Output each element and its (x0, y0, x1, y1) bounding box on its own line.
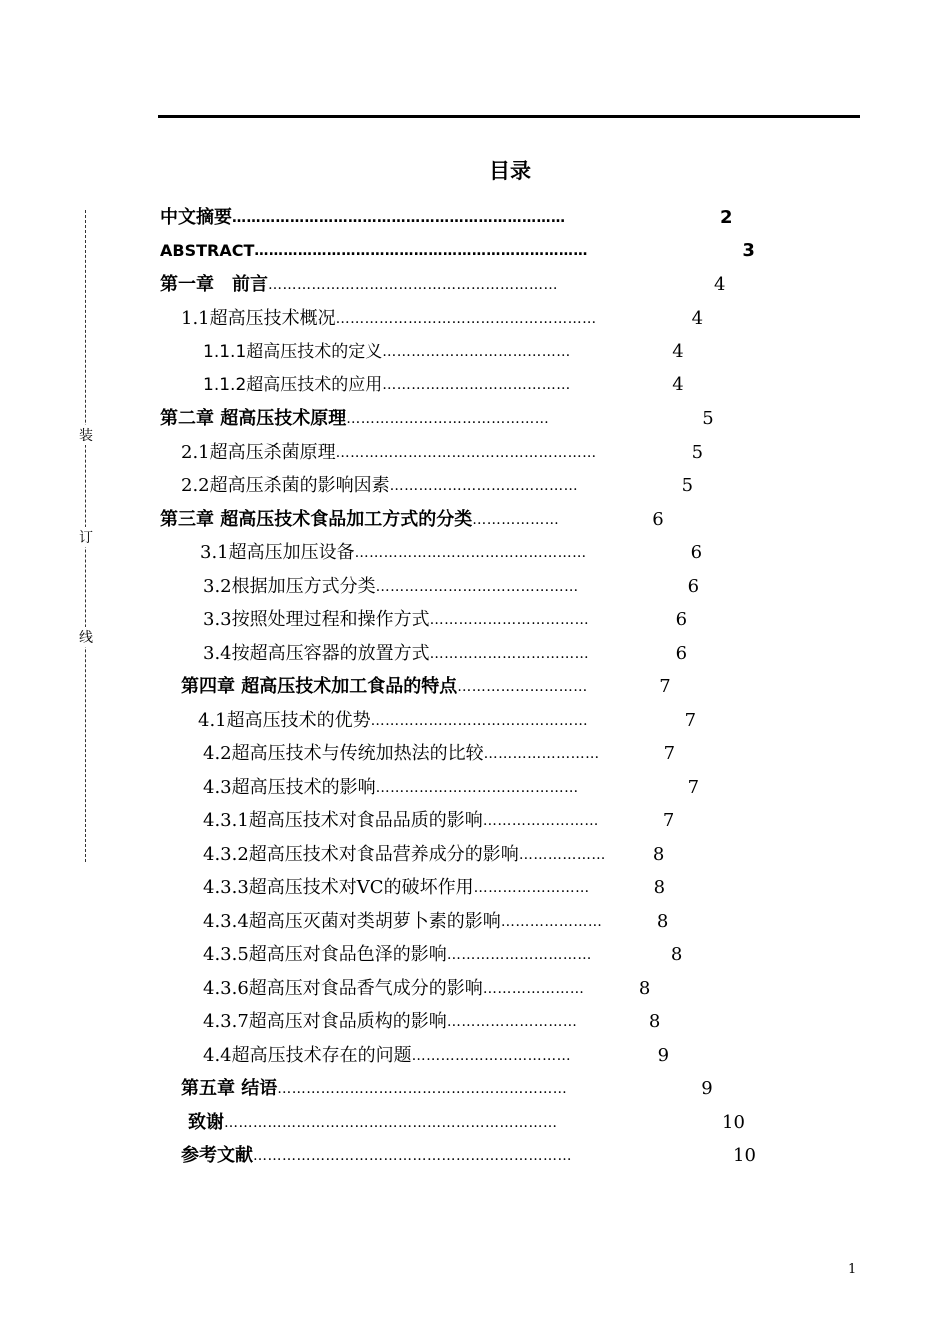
header-rule (158, 115, 860, 118)
toc-entry-label: 4.3.2超高压技术对食品营养成分的影响 (203, 844, 519, 865)
toc-entry-page: 8 (648, 1011, 661, 1032)
toc-entry-label: 4.3超高压技术的影响 (203, 777, 376, 798)
toc-entry[interactable] (160, 236, 755, 266)
toc-entry-page: 6 (690, 542, 703, 563)
toc-entry-page: 8 (670, 944, 683, 965)
toc-entry-label: 第五章 结语 (181, 1078, 278, 1099)
toc-entry[interactable] (203, 739, 675, 769)
toc-entry-page: 6 (675, 643, 688, 664)
toc-entry[interactable] (160, 203, 733, 233)
toc-entry[interactable] (160, 404, 714, 434)
leader-dots: …………………………………………………… (277, 1081, 568, 1097)
toc-entry-label: 4.4超高压技术存在的问题 (203, 1045, 412, 1066)
toc-entry-page: 3 (742, 240, 755, 261)
leader-dots: …………………… (483, 746, 600, 762)
toc-entry-label: 第四章 超高压技术加工食品的特点 (181, 676, 458, 697)
toc-entry[interactable] (160, 270, 725, 300)
toc-entry-page: 9 (701, 1078, 713, 1099)
toc-title: 目录 (489, 159, 531, 183)
toc-entry-page: 2 (720, 207, 733, 228)
toc-entry-label: 2.2超高压杀菌的影响因素 (181, 475, 390, 496)
leader-dots: …………………………… (429, 646, 590, 662)
toc-entry-label: 4.3.7超高压对食品质构的影响 (203, 1011, 447, 1032)
toc-entry-page: 7 (659, 676, 671, 697)
toc-entry[interactable] (181, 1141, 756, 1171)
toc-entry-label: 3.3按照处理过程和操作方式 (203, 609, 430, 630)
toc-entry-label: 4.3.3超高压技术对VC的破坏作用 (203, 877, 474, 898)
toc-entry[interactable] (203, 873, 665, 903)
toc-entry-label: 2.1超高压杀菌原理 (181, 442, 336, 463)
toc-entry-label: 中文摘要 (160, 207, 232, 228)
toc-entry-label: 4.3.1超高压技术对食品品质的影响 (203, 810, 483, 831)
leader-dots: ……………………………………………… (335, 445, 597, 461)
leader-dots: …………………………………………………………… (224, 1115, 558, 1131)
toc-entry-page: 8 (656, 911, 669, 932)
toc-entry[interactable] (203, 806, 674, 836)
leader-dots: ……………………… (446, 1014, 578, 1030)
toc-entry-page: 8 (653, 877, 666, 898)
binding-mark-xian: 线 (78, 627, 94, 647)
toc-entry-page: 5 (691, 442, 704, 463)
toc-entry-label: 1.1.2超高压技术的应用 (203, 375, 383, 395)
toc-entry-page: 4 (714, 274, 726, 295)
toc-entry-page: 5 (702, 408, 714, 429)
toc-entry[interactable] (181, 1074, 713, 1104)
leader-dots: ………………………………… (382, 377, 571, 393)
leader-dots: ………………… (482, 981, 585, 997)
toc-entry-label: 4.3.5超高压对食品色泽的影响 (203, 944, 447, 965)
toc-entry[interactable] (203, 605, 687, 635)
toc-entry[interactable] (181, 304, 703, 334)
toc-entry-label: 第三章 超高压技术食品加工方式的分类 (160, 509, 473, 530)
leader-dots: ………………………… (446, 947, 592, 963)
leader-dots: ………………………………………………………… (253, 1148, 572, 1164)
page-number: 1 (848, 1262, 857, 1277)
toc-entry[interactable] (203, 572, 699, 602)
binding-mark-zhuang: 装 (78, 425, 94, 445)
toc-entry[interactable] (203, 940, 682, 970)
toc-entry-label: 1.1超高压技术概况 (181, 308, 336, 329)
toc-entry[interactable] (203, 639, 687, 669)
toc-entry[interactable] (198, 706, 696, 736)
leader-dots: …………………………… (411, 1048, 572, 1064)
toc-entry[interactable] (181, 438, 703, 468)
toc-entry[interactable] (200, 538, 702, 568)
toc-entry-page: 9 (657, 1045, 670, 1066)
leader-dots: ………………………………………… (354, 545, 587, 561)
toc-entry[interactable] (203, 840, 664, 870)
toc-entry[interactable] (203, 1041, 669, 1071)
toc-entry-label: 4.3.4超高压灭菌对类胡萝卜素的影响 (203, 911, 501, 932)
toc-entry[interactable] (181, 471, 693, 501)
leader-dots: …………………………………………………………… (254, 243, 588, 259)
toc-entry[interactable] (203, 773, 699, 803)
toc-entry[interactable] (160, 505, 664, 535)
leader-dots: ……………… (472, 512, 560, 528)
leader-dots: ……………… (518, 847, 606, 863)
toc-entry-label: 4.1超高压技术的优势 (198, 710, 371, 731)
leader-dots: …………………………………………………… (268, 277, 558, 293)
toc-entry-page: 4 (672, 341, 684, 362)
leader-dots: …………………………………… (346, 411, 550, 427)
leader-dots: …………………………… (429, 612, 590, 628)
leader-dots: ……………………………………… (370, 713, 589, 729)
leader-dots: ……………………………………………… (335, 311, 597, 327)
toc-entry[interactable] (203, 974, 650, 1004)
toc-entry-label: 3.2根据加压方式分类 (203, 576, 376, 597)
leader-dots: ………………………………… (382, 344, 571, 360)
toc-entry-label: 致谢 (188, 1112, 224, 1133)
leader-dots: …………………………………… (375, 579, 579, 595)
leader-dots: ………………………………… (389, 478, 579, 494)
toc-entry-page: 8 (638, 978, 651, 999)
leader-dots: …………………………………………………………… (232, 210, 566, 226)
toc-entry-page: 6 (687, 576, 700, 597)
toc-entry-label: 3.1超高压加压设备 (200, 542, 355, 563)
toc-entry-label: 4.3.6超高压对食品香气成分的影响 (203, 978, 483, 999)
leader-dots: ……………………… (457, 679, 588, 695)
leader-dots: …………………… (482, 813, 599, 829)
toc-entry-page: 10 (733, 1145, 756, 1166)
binding-mark-ding: 订 (78, 527, 94, 547)
toc-entry[interactable] (203, 370, 684, 400)
toc-entry-label: 参考文献 (181, 1145, 253, 1166)
toc-entry-page: 10 (722, 1112, 745, 1133)
leader-dots: …………………………………… (375, 780, 579, 796)
leader-dots: ………………… (500, 914, 603, 930)
toc-entry[interactable] (188, 1108, 745, 1138)
toc-entry-page: 6 (652, 509, 664, 530)
toc-entry-page: 7 (663, 743, 676, 764)
toc-entry-page: 7 (662, 810, 675, 831)
toc-entry-label: 3.4按超高压容器的放置方式 (203, 643, 430, 664)
toc-entry-page: 7 (687, 777, 700, 798)
toc-entry-label: 1.1.1超高压技术的定义 (203, 342, 383, 362)
toc-entry[interactable] (203, 1007, 660, 1037)
toc-entry[interactable] (203, 907, 668, 937)
leader-dots: …………………… (473, 880, 590, 896)
toc-entry-label: 第二章 超高压技术原理 (160, 408, 347, 429)
toc-entry[interactable] (181, 672, 671, 702)
toc-entry-page: 6 (675, 609, 688, 630)
toc-entry-page: 4 (672, 374, 684, 395)
toc-entry-page: 4 (691, 308, 704, 329)
toc-entry-label: 4.2超高压技术与传统加热法的比较 (203, 743, 484, 764)
toc-entry[interactable] (203, 337, 684, 367)
toc-entry-label: 第一章 前言 (160, 274, 268, 295)
toc-entry-page: 5 (681, 475, 694, 496)
toc-entry-label: ABSTRACT (160, 241, 255, 260)
toc-entry-page: 7 (684, 710, 697, 731)
toc-entry-page: 8 (652, 844, 665, 865)
